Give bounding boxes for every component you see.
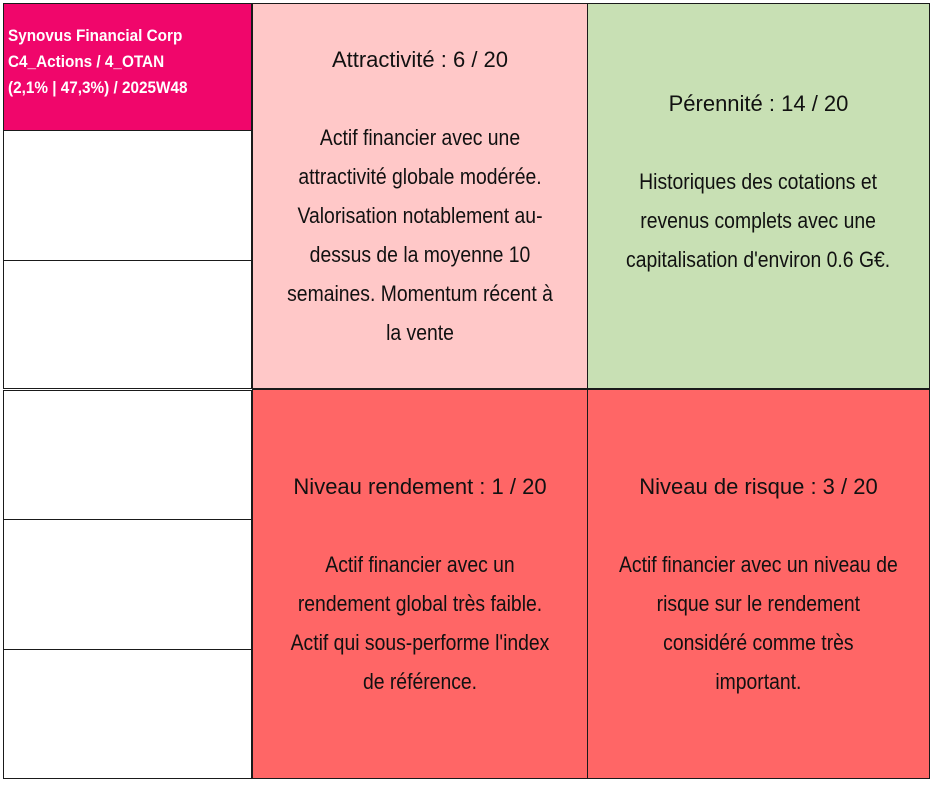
description-line: Historiques des cotations et — [639, 168, 878, 194]
empty-cell[interactable] — [3, 390, 252, 520]
empty-cell[interactable] — [3, 260, 252, 389]
description-line: risque sur le rendement — [656, 591, 861, 616]
attractivite-title: Attractivité : 6 / 20 — [331, 47, 509, 72]
description-line: de référence. — [362, 669, 478, 694]
rendement-description — [287, 545, 553, 701]
rendement-card[interactable] — [252, 389, 588, 779]
description-line: rendement global très faible. — [297, 591, 543, 616]
perennite-card[interactable] — [587, 3, 930, 389]
asset-header-cell[interactable] — [3, 3, 252, 131]
risque-card[interactable] — [587, 389, 930, 779]
description-line: attractivité globale modérée. — [298, 164, 542, 189]
description-line: considéré comme très — [663, 630, 854, 655]
perennite-description — [623, 162, 894, 279]
empty-cell[interactable] — [3, 649, 252, 779]
description-line: la vente — [386, 320, 454, 345]
empty-cell[interactable] — [3, 519, 252, 650]
description-line: revenus complets avec une — [640, 207, 877, 233]
risque-title: Niveau de risque : 3 / 20 — [639, 474, 878, 499]
attractivite-description — [284, 118, 557, 352]
description-line: Actif financier avec un niveau de — [619, 552, 898, 577]
description-line: semaines. Momentum récent à — [287, 281, 553, 306]
description-line: Actif financier avec une — [319, 125, 521, 150]
asset-name: Synovus Financial Corp — [8, 26, 183, 45]
description-line: capitalisation d'environ 0.6 G€. — [626, 246, 891, 272]
description-line: Valorisation notablement au- — [297, 203, 543, 228]
description-line: important. — [715, 669, 802, 694]
attractivite-card[interactable] — [252, 3, 588, 389]
rendement-title: Niveau rendement : 1 / 20 — [293, 474, 547, 499]
perennite-title: Pérennité : 14 / 20 — [668, 90, 849, 116]
empty-cell[interactable] — [3, 130, 252, 261]
description-line: Actif financier avec un — [325, 552, 515, 577]
description-line: dessus de la moyenne 10 — [309, 242, 531, 267]
asset-category: C4_Actions / 4_OTAN — [8, 52, 165, 71]
description-line: Actif qui sous-performe l'index — [290, 630, 550, 655]
risque-description — [616, 545, 902, 701]
asset-metrics-week: (2,1% | 47,3%) / 2025W48 — [8, 78, 188, 97]
